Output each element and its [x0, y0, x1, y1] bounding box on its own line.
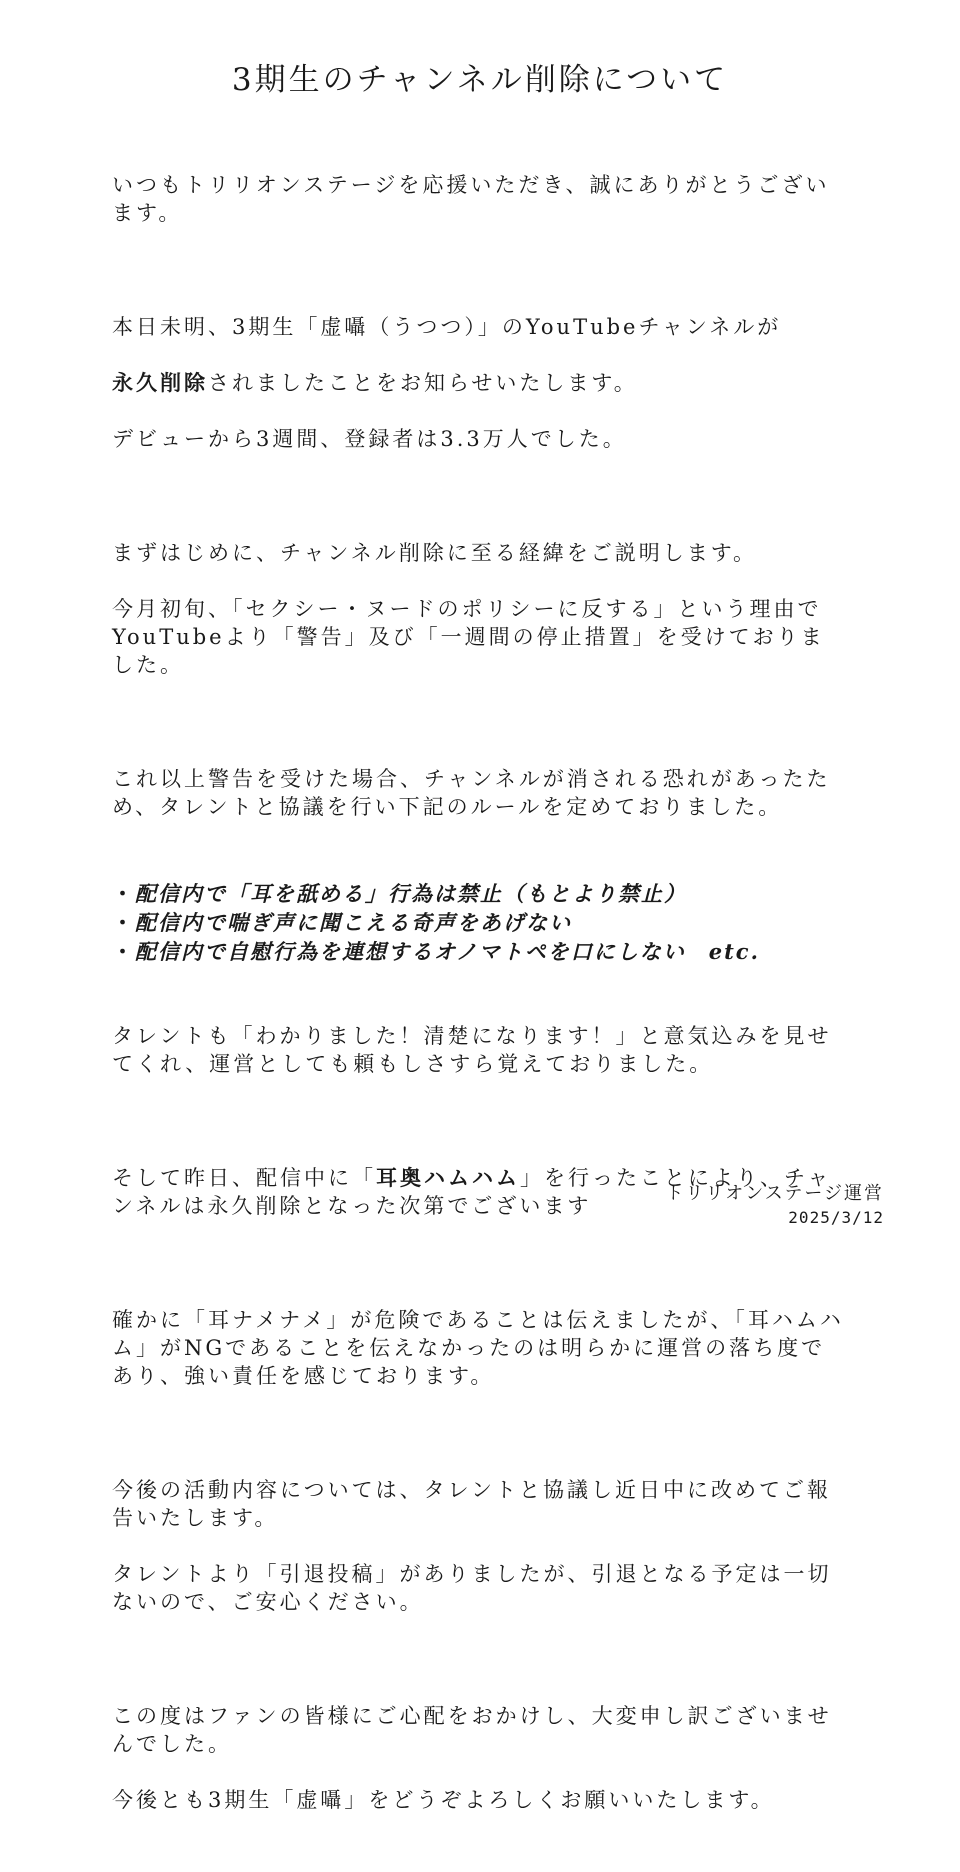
responsibility-paragraph [112, 1278, 848, 1418]
bullet-icon: ・ [112, 939, 135, 964]
rule-item [112, 879, 848, 908]
apology-line-1: この度はファンの皆様にご心配をおかけし、大変申し訳ございませんでした。 [112, 1704, 832, 1756]
apology-paragraph [112, 1674, 848, 1842]
talent-response-paragraph [112, 994, 848, 1106]
rule-text: 配信内で「耳を舐める」行為は禁止（もとより禁止） [135, 881, 687, 906]
rule-item [112, 937, 848, 966]
signature-org: トリリオンステージ運営 [665, 1183, 884, 1204]
bullet-icon: ・ [112, 910, 135, 935]
deletion-notice-line-2 [112, 369, 848, 397]
subscriber-stats-line: デビューから3週間、登録者は3.3万人でした。 [112, 427, 627, 451]
bullet-icon: ・ [112, 881, 135, 906]
rule-text: 配信内で自慰行為を連想するオノマトペを口にしない etc. [135, 939, 760, 964]
signature-block [665, 1182, 884, 1230]
greeting-text: いつもトリリオンステージを応援いただき、誠にありがとうございます。 [112, 173, 830, 225]
rules-list [112, 879, 848, 966]
incident-emphasis: 耳奥ハムハム [376, 1165, 520, 1190]
future-plans-line-1: 今後の活動内容については、タレントと協議し近日中に改めてご報告いたします。 [112, 1478, 832, 1530]
greeting-paragraph [112, 143, 848, 255]
rule-item [112, 908, 848, 937]
announcement-body [112, 143, 848, 1872]
rules-intro-text: これ以上警告を受けた場合、チャンネルが消される恐れがあったため、タレントと協議を行い下記のルールを定めておりました。 [112, 767, 831, 819]
background-paragraph [112, 511, 848, 707]
future-plans-line-2: タレントより「引退投稿」がありましたが、引退となる予定は一切ないので、ご安心ください。 [112, 1562, 832, 1614]
deletion-notice-line-2-rest: されましたことをお知らせいたします。 [208, 371, 638, 395]
apology-line-2: 今後とも3期生「虚囁」をどうぞよろしくお願いいたします。 [112, 1788, 775, 1812]
deletion-notice-line-1: 本日未明、3期生「虚囁（うつつ）」のYouTubeチャンネルが [112, 315, 782, 339]
incident-text-post: 」を行ったことにより、チャンネルは永久削除となった次第でございます [112, 1166, 832, 1218]
signature-date: 2025/3/12 [788, 1208, 884, 1227]
responsibility-text: 確かに「耳ナメナメ」が危険であることは伝えましたが、「耳ハムハム」がNGであることを伝えなかったのは明らかに運営の落ち度であり、強い責任を感じております。 [112, 1308, 844, 1388]
talent-response-text: タレントも「わかりました！清楚になります！」と意気込みを見せてくれ、運営としても頼もしさすら覚えておりました。 [112, 1024, 832, 1076]
future-plans-paragraph [112, 1448, 848, 1644]
rule-text: 配信内で喘ぎ声に聞こえる奇声をあげない [135, 910, 572, 935]
background-line-1: まずはじめに、チャンネル削除に至る経緯をご説明します。 [112, 541, 758, 565]
page-title: 3期生のチャンネル削除について [231, 62, 729, 98]
rules-intro-paragraph [112, 737, 848, 849]
deletion-notice-paragraph [112, 285, 848, 481]
permanent-deletion-emphasis: 永久削除 [112, 370, 208, 395]
background-line-2: 今月初旬、「セクシー・ヌードのポリシーに反する」という理由でYouTubeより「警告」及び「一週間の停止措置」を受けておりました。 [112, 597, 825, 677]
incident-text-pre: そして昨日、配信中に「 [112, 1166, 376, 1190]
